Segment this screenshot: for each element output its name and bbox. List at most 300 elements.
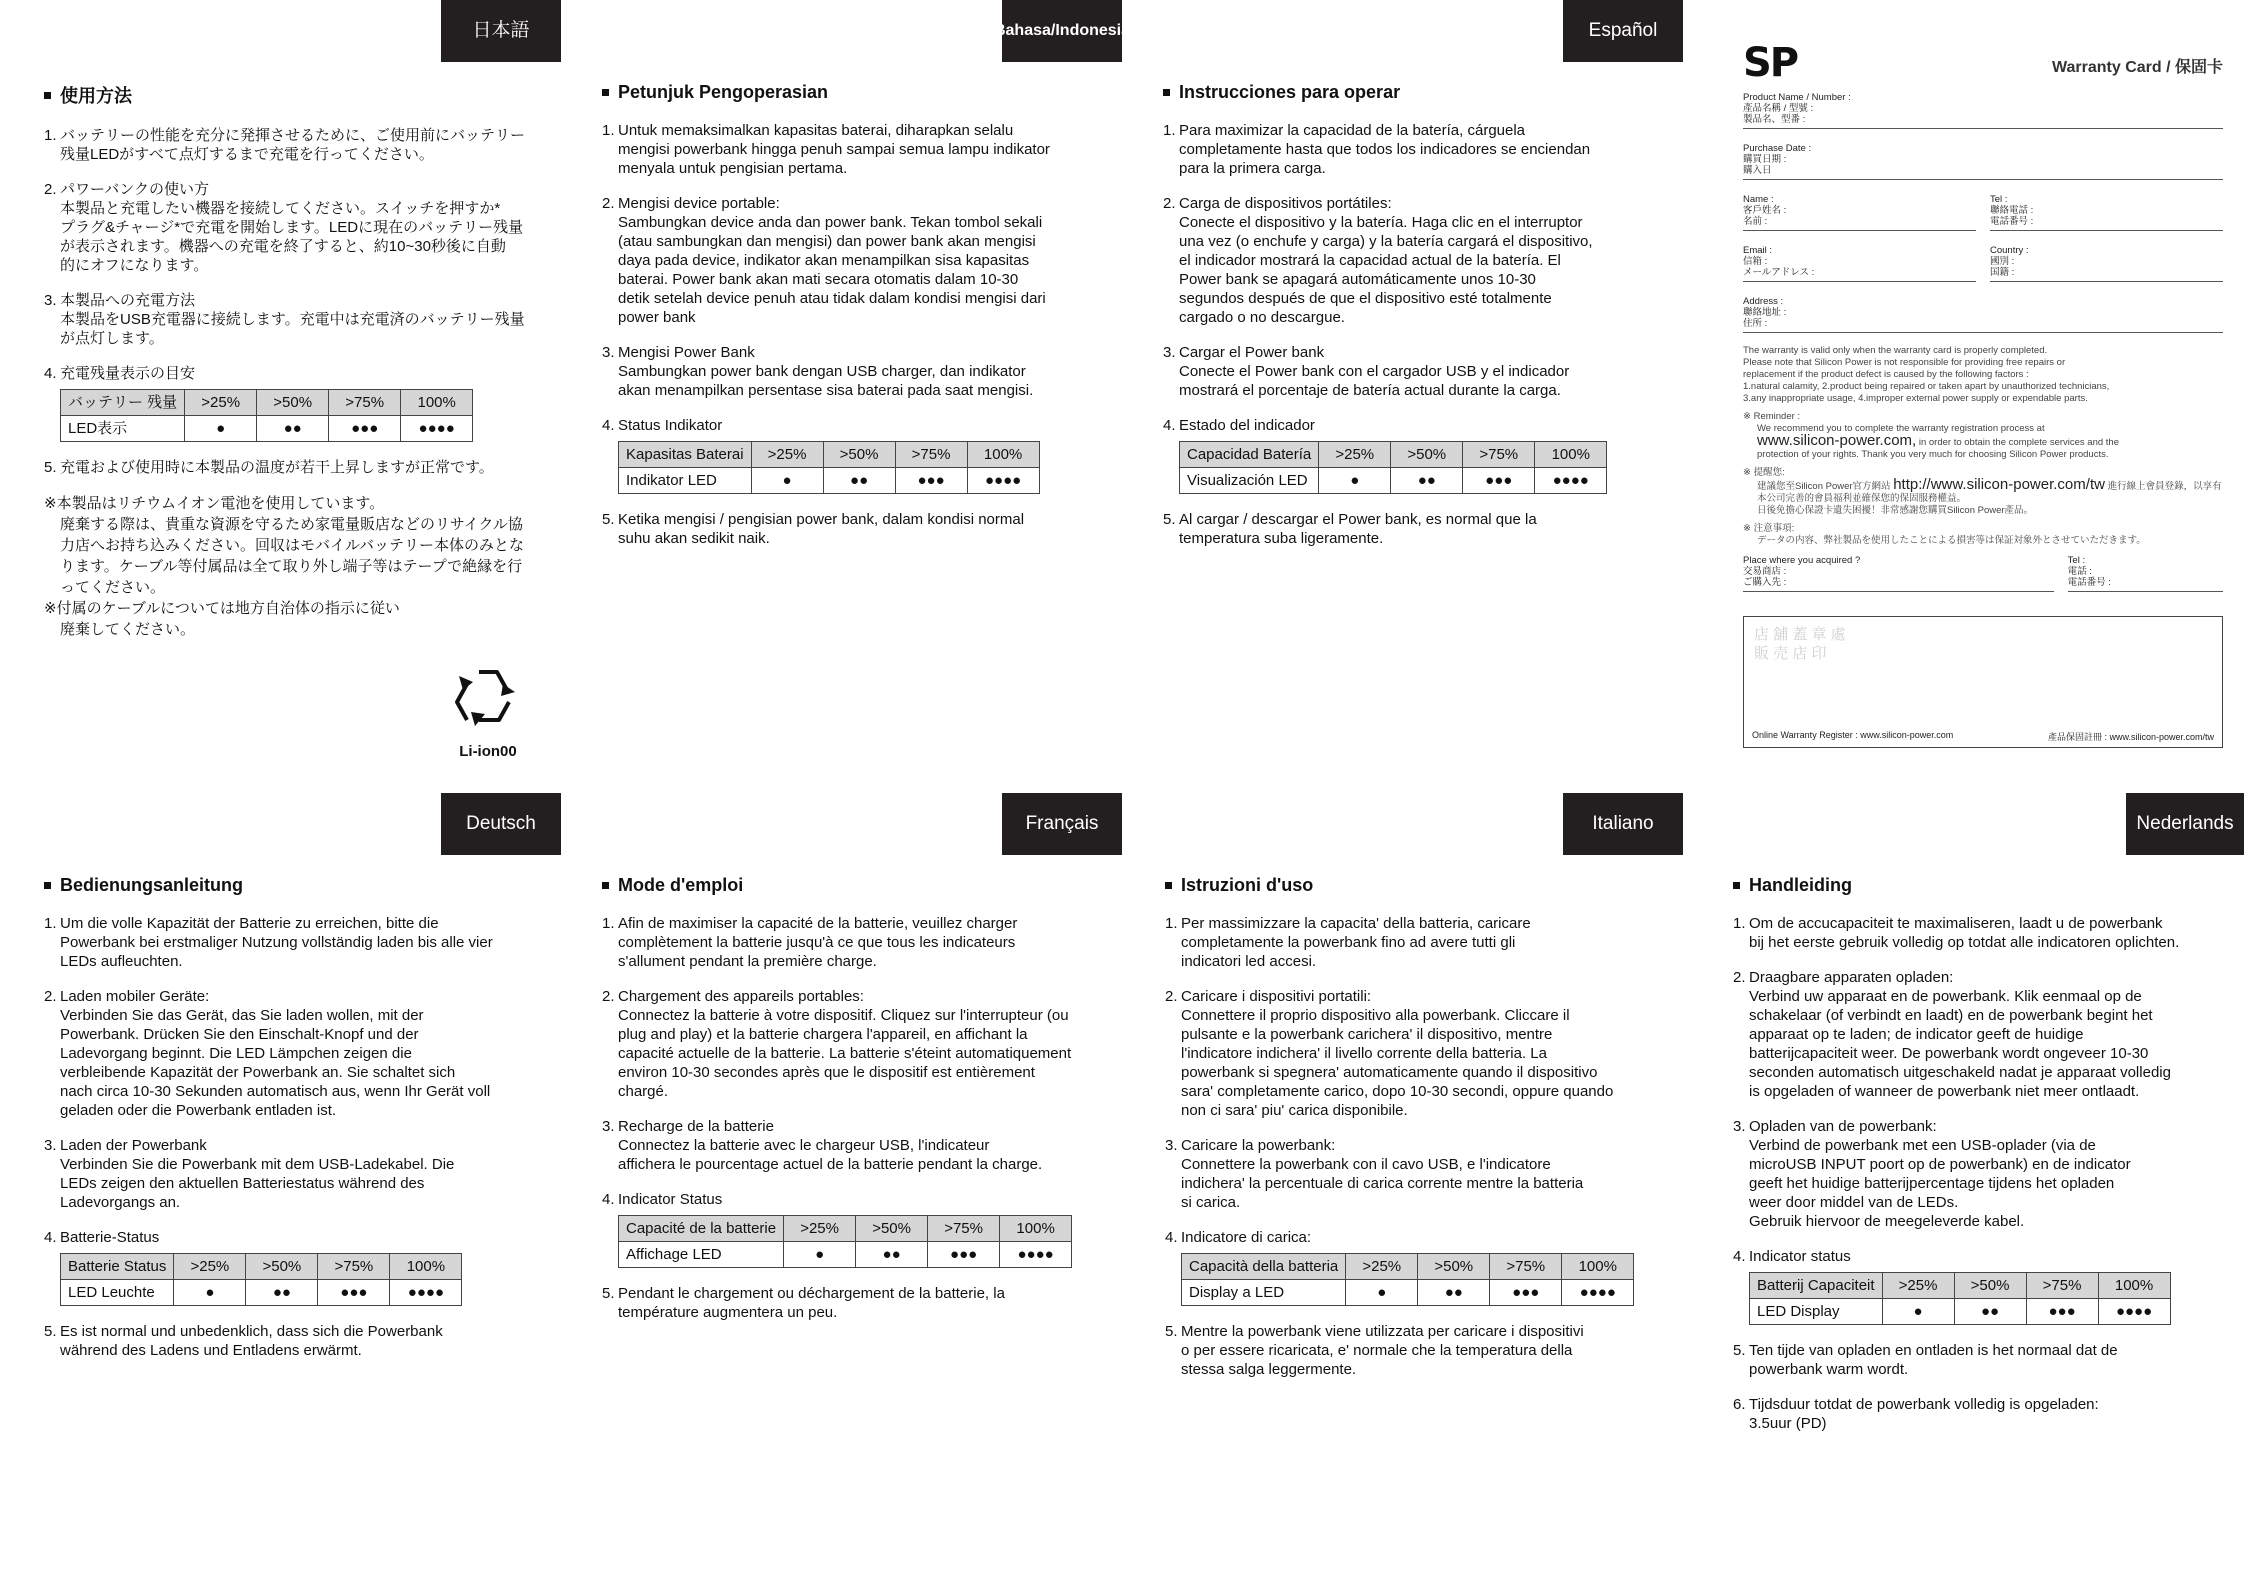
field-line: Tel : bbox=[1990, 194, 2008, 205]
item-line: environ 10-30 secondes après que le dispositif est entièrement bbox=[618, 1064, 1035, 1081]
table-header-row bbox=[619, 442, 1040, 468]
item-number: 3. bbox=[602, 1118, 615, 1135]
item-line: bij het eerste gebruik volledig op totdat alle indicatoren oplichten. bbox=[1749, 934, 2180, 951]
item-line: während des Ladens und Entladens erwärmt. bbox=[60, 1342, 362, 1359]
table-header-cell: バッテリー 残量 bbox=[61, 390, 185, 416]
language-tab bbox=[993, 0, 1131, 62]
item-line: batterijcapaciteit weer. De powerbank wordt ongeveer 10-30 bbox=[1749, 1045, 2149, 1062]
language-tab: Français bbox=[1002, 793, 1122, 855]
field-line: 3.any inappropriate usage, 4.improper external power supply or expendable parts. bbox=[1743, 393, 2088, 404]
table-cell: ●● bbox=[246, 1280, 318, 1306]
item-line: affichera le pourcentage actuel de la batterie pendant la charge. bbox=[618, 1156, 1043, 1173]
reminder-line: 建議您至Silicon Power官方網站 bbox=[1757, 481, 1891, 492]
item-line: Conecte el Power bank con el cargador USB y el indicador bbox=[1179, 363, 1570, 380]
field-line: メールアドレス : bbox=[1743, 267, 1815, 278]
item-line: detik setelah device penuh atau tidak dalam kondisi mengisi dari bbox=[618, 290, 1046, 307]
item-number: 5. bbox=[602, 511, 615, 528]
instruction-item bbox=[602, 510, 1102, 548]
table-row bbox=[619, 468, 1040, 494]
field-line: Address : bbox=[1743, 296, 1784, 307]
item-line: Om de accucapaciteit te maximaliseren, laadt u de powerbank bbox=[1749, 915, 2163, 932]
instruction-item bbox=[44, 987, 541, 1120]
item-line: Verbind de powerbank met een USB-oplader (via de bbox=[1749, 1137, 2096, 1154]
language-tab: 日本語 bbox=[441, 0, 561, 62]
field-line: 產品名稱 / 型號 : bbox=[1743, 103, 1814, 114]
item-line: capacité actuelle de la batterie. La batterie s'éteint automatiquement bbox=[618, 1045, 1072, 1062]
item-line: Ladevorgang beginnt. Die LED Lämpchen zeigen die bbox=[60, 1045, 412, 1062]
instructions-content bbox=[602, 82, 1102, 564]
table-header-cell: >50% bbox=[246, 1254, 318, 1280]
instruction-line bbox=[44, 914, 541, 933]
section-title-text: Istruzioni d'uso bbox=[1181, 875, 1314, 895]
item-number: 2. bbox=[602, 988, 615, 1005]
section-title bbox=[602, 875, 1102, 896]
table-cell: ●● bbox=[856, 1242, 928, 1268]
field-line: Place where you acquired ? bbox=[1743, 555, 1861, 566]
field-line: 購入日 bbox=[1743, 165, 1772, 176]
item-line: Ketika mengisi / pengisian power bank, dalam kondisi normal bbox=[618, 511, 1025, 528]
table-header-cell: >75% bbox=[928, 1216, 1000, 1242]
item-number: 2. bbox=[44, 181, 57, 198]
item-number: 4. bbox=[44, 365, 57, 382]
instruction-item bbox=[1733, 1247, 2236, 1325]
instruction-item bbox=[1165, 987, 1663, 1120]
instruction-line bbox=[602, 1284, 1102, 1303]
item-line: 本製品をUSB充電器に接続します。充電中は充電済のバッテリー残量 bbox=[60, 311, 525, 328]
item-line: 本製品と充電したい機器を接続してください。スイッチを押すか* bbox=[60, 200, 501, 217]
table-cell: ●●●● bbox=[967, 468, 1039, 494]
table-header-cell: >75% bbox=[1463, 442, 1535, 468]
panel-indonesian bbox=[561, 0, 1131, 793]
item-number: 5. bbox=[44, 459, 57, 476]
instructions-content bbox=[602, 875, 1102, 1338]
item-line: mostrará el porcentaje de batería actual durante la carga. bbox=[1179, 382, 1561, 399]
item-line: completamente hasta que todos los indicadores se enciendan bbox=[1179, 141, 1591, 158]
warranty-card bbox=[1743, 40, 2223, 748]
online-register-tw[interactable]: 產品保固註冊 : www.silicon-power.com/tw bbox=[2047, 732, 2214, 742]
table-header-cell: >50% bbox=[257, 390, 329, 416]
table-cell: ● bbox=[784, 1242, 856, 1268]
item-heading: Cargar el Power bank bbox=[1179, 344, 1325, 361]
instruction-item bbox=[602, 1117, 1102, 1174]
instruction-item bbox=[1163, 343, 1663, 400]
instruction-line bbox=[1163, 343, 1663, 362]
section-title bbox=[602, 82, 1102, 103]
table-header-cell: >50% bbox=[856, 1216, 928, 1242]
item-number: 5. bbox=[1163, 511, 1176, 528]
table-header-cell: >75% bbox=[2026, 1273, 2098, 1299]
item-line: cargado o no descargue. bbox=[1179, 309, 1345, 326]
item-heading: Mengisi Power Bank bbox=[618, 344, 755, 361]
bullet-square-icon bbox=[602, 89, 609, 96]
item-line: plug and play) et la batterie chargera l'appareil, en affichant la bbox=[618, 1026, 1028, 1043]
table-cell: ● bbox=[1882, 1299, 1954, 1325]
place-acquired-field[interactable] bbox=[1743, 553, 2054, 592]
address-field[interactable] bbox=[1743, 294, 2223, 333]
item-number: 6. bbox=[1733, 1396, 1746, 1413]
table-cell: ●● bbox=[1391, 468, 1463, 494]
table-cell: ●●●● bbox=[1000, 1242, 1072, 1268]
item-line: 充電および使用時に本製品の温度が若干上昇しますが正常です。 bbox=[60, 459, 494, 476]
item-line: complètement la batterie jusqu'à ce que tous les indicateurs bbox=[618, 934, 1016, 951]
item-line: schakelaar (of verbindt en laadt) en de powerbank begint het bbox=[1749, 1007, 2153, 1024]
instruction-item bbox=[1165, 1228, 1663, 1306]
table-header-cell: >50% bbox=[1954, 1273, 2026, 1299]
panel-spanish bbox=[1122, 0, 1683, 793]
item-number: 3. bbox=[602, 344, 615, 361]
language-tab-line: Indonesia bbox=[1055, 21, 1131, 39]
table-header-cell: 100% bbox=[401, 390, 473, 416]
instruction-item bbox=[602, 1284, 1102, 1322]
item-heading: Caricare i dispositivi portatili: bbox=[1181, 988, 1372, 1005]
section-title-text: Mode d'emploi bbox=[618, 875, 744, 895]
item-line: Untuk memaksimalkan kapasitas baterai, diharapkan selalu bbox=[618, 122, 1014, 139]
instruction-item bbox=[1165, 914, 1663, 971]
website-link[interactable]: www.silicon-power.com, bbox=[1757, 432, 1917, 449]
table-header-cell: 100% bbox=[1562, 1254, 1634, 1280]
instruction-line bbox=[1163, 416, 1663, 435]
item-line: segundos después de que el dispositivo esté totalmente bbox=[1179, 290, 1552, 307]
item-heading: Indicator status bbox=[1749, 1248, 1851, 1265]
instruction-item bbox=[602, 343, 1102, 400]
item-line: microUSB INPUT poort op de powerbank) en de indicator bbox=[1749, 1156, 2131, 1173]
table-cell: Indikator LED bbox=[619, 468, 752, 494]
reminder-line: protection of your rights. Thank you very much for choosing Silicon Power products. bbox=[1757, 449, 2109, 460]
note-line: ※本製品はリチウムイオン電池を使用しています。 bbox=[44, 495, 385, 512]
item-line: Conecte el dispositivo y la batería. Haga clic en el interruptor bbox=[1179, 214, 1583, 231]
item-number: 2. bbox=[44, 988, 57, 1005]
instructions-content bbox=[1165, 875, 1663, 1395]
item-line: Per massimizzare la capacita' della batteria, caricare bbox=[1181, 915, 1531, 932]
table-cell: LED Display bbox=[1750, 1299, 1883, 1325]
section-title bbox=[44, 875, 541, 896]
field-line: 製品名、型番 : bbox=[1743, 114, 1806, 125]
instructions-content bbox=[44, 875, 541, 1376]
item-line: Verbinden Sie die Powerbank mit dem USB-Ladekabel. Die bbox=[60, 1156, 455, 1173]
item-line: una vez (o enchufe y carga) y la batería cargará el dispositivo, bbox=[1179, 233, 1593, 250]
table-header-cell: >75% bbox=[318, 1254, 390, 1280]
field-line: replacement if the product defect is caused by the following factors : bbox=[1743, 369, 2029, 380]
battery-status-table bbox=[60, 1253, 462, 1306]
instruction-item bbox=[44, 364, 541, 442]
instruction-line bbox=[602, 914, 1102, 933]
stamp-line: 販 売 店 印 bbox=[1754, 645, 1827, 662]
item-number: 1. bbox=[44, 915, 57, 932]
table-header-cell: Batterie Status bbox=[61, 1254, 174, 1280]
recycle-icon bbox=[449, 662, 527, 736]
item-line: Ladevorgangs an. bbox=[60, 1194, 181, 1211]
instruction-line bbox=[1733, 914, 2236, 933]
name-field[interactable] bbox=[1743, 192, 1976, 231]
reminder-en bbox=[1743, 411, 2223, 461]
instruction-item bbox=[1165, 1322, 1663, 1379]
table-header-cell: >75% bbox=[329, 390, 401, 416]
item-heading: Indicator Status bbox=[618, 1191, 723, 1208]
instructions-content bbox=[1163, 82, 1663, 564]
table-row bbox=[619, 1242, 1072, 1268]
item-line: 3.5uur (PD) bbox=[1749, 1415, 1827, 1432]
panel-dutch bbox=[1683, 793, 2244, 1586]
field-line: 客戶姓名 : bbox=[1743, 205, 1787, 216]
item-line: が点灯します。 bbox=[60, 330, 164, 347]
purchase-date-field[interactable] bbox=[1743, 141, 2223, 180]
item-line: LEDs zeigen den aktuellen Batteriestatus während des bbox=[60, 1175, 425, 1192]
instruction-line bbox=[602, 1117, 1102, 1136]
item-number: 4. bbox=[602, 1191, 615, 1208]
note-line: ※付属のケーブルについては地方自治体の指示に従い bbox=[44, 600, 400, 617]
instruction-line bbox=[44, 458, 541, 477]
item-line: o per essere ricaricata, e' normale che la temperatura della bbox=[1181, 1342, 1573, 1359]
website-link-tw[interactable]: http://www.silicon-power.com/tw bbox=[1893, 476, 2105, 493]
table-cell: ●●● bbox=[895, 468, 967, 494]
item-line: Ten tijde van opladen en ontladen is het normaal dat de bbox=[1749, 1342, 2118, 1359]
field-line: 聯絡地址 : bbox=[1743, 307, 1787, 318]
field-line: Tel : bbox=[2067, 555, 2086, 566]
warranty-title: Warranty Card / 保固卡 bbox=[2052, 59, 2223, 76]
field-line: 國別 : bbox=[1990, 256, 2015, 267]
table-header-row bbox=[619, 1216, 1072, 1242]
table-header-cell: 100% bbox=[967, 442, 1039, 468]
table-cell: ●●● bbox=[928, 1242, 1000, 1268]
instruction-line bbox=[1733, 1247, 2236, 1266]
item-line: Connectez la batterie avec le chargeur USB, l'indicateur bbox=[618, 1137, 990, 1154]
instruction-line bbox=[1163, 194, 1663, 213]
instructions-content bbox=[1733, 875, 2236, 1449]
item-line: stessa salga leggermente. bbox=[1181, 1361, 1357, 1378]
battery-status-table bbox=[1181, 1253, 1634, 1306]
instruction-line bbox=[602, 510, 1102, 529]
instruction-line bbox=[1733, 1117, 2236, 1136]
field-line: Email : bbox=[1743, 245, 1773, 256]
table-header-row bbox=[1750, 1273, 2171, 1299]
section-title-text: Instrucciones para operar bbox=[1179, 82, 1401, 102]
item-line: Afin de maximiser la capacité de la batterie, veuillez charger bbox=[618, 915, 1018, 932]
online-register-en[interactable]: Online Warranty Register : www.silicon-power.com bbox=[1752, 730, 1954, 740]
instruction-line bbox=[44, 1322, 541, 1341]
item-number: 3. bbox=[44, 1137, 57, 1154]
item-number: 1. bbox=[44, 127, 57, 144]
table-header-cell: 100% bbox=[390, 1254, 462, 1280]
table-header-cell: >25% bbox=[1346, 1254, 1418, 1280]
item-line: geeft het huidige batterijpercentage tijdens het opladen bbox=[1749, 1175, 2115, 1192]
table-cell: ● bbox=[174, 1280, 246, 1306]
recycling-notes bbox=[44, 493, 541, 640]
item-number: 3. bbox=[1733, 1118, 1746, 1135]
field-line: 購買日期 : bbox=[1743, 154, 1787, 165]
field-line: Purchase Date : bbox=[1743, 143, 1812, 154]
instruction-line bbox=[1163, 510, 1663, 529]
item-line: indicatori led accesi. bbox=[1181, 953, 1317, 970]
instruction-item bbox=[602, 987, 1102, 1101]
table-header-cell: >50% bbox=[1418, 1254, 1490, 1280]
item-line: Para maximizar la capacidad de la batería, cárguela bbox=[1179, 122, 1526, 139]
bullet-square-icon bbox=[1163, 89, 1170, 96]
table-row bbox=[61, 416, 473, 442]
table-header-cell: Kapasitas Baterai bbox=[619, 442, 752, 468]
item-line: LEDs aufleuchten. bbox=[60, 953, 183, 970]
field-line: 住所 : bbox=[1743, 318, 1768, 329]
instruction-item bbox=[44, 291, 541, 348]
table-cell: ●●● bbox=[1463, 468, 1535, 494]
instruction-line bbox=[1165, 987, 1663, 1006]
reminder-tw bbox=[1743, 467, 2223, 517]
table-header-cell: >25% bbox=[1882, 1273, 1954, 1299]
item-heading: Laden der Powerbank bbox=[60, 1137, 207, 1154]
item-heading: Laden mobiler Geräte: bbox=[60, 988, 210, 1005]
instruction-line bbox=[1165, 914, 1663, 933]
recycle-label: Li-ion00 bbox=[459, 743, 517, 760]
item-line: completamente la powerbank fino ad avere tutti gli bbox=[1181, 934, 1516, 951]
table-header-cell: >25% bbox=[784, 1216, 856, 1242]
table-cell: ● bbox=[185, 416, 257, 442]
item-number: 3. bbox=[1165, 1137, 1178, 1154]
reminder-heading: ※ 提醒您: bbox=[1743, 467, 1785, 478]
sp-logo: SP bbox=[1743, 40, 1798, 86]
item-number: 5. bbox=[602, 1285, 615, 1302]
item-line: para la primera carga. bbox=[1179, 160, 1326, 177]
table-cell: ●●●● bbox=[1562, 1280, 1634, 1306]
instruction-line bbox=[44, 364, 541, 383]
item-line: Power bank se apagará automáticamente unos 10-30 bbox=[1179, 271, 1536, 288]
instruction-item bbox=[44, 1322, 541, 1360]
instruction-item bbox=[602, 194, 1102, 327]
product-name-field[interactable] bbox=[1743, 90, 2223, 129]
country-field[interactable] bbox=[1990, 243, 2223, 282]
field-line: ご購入先 : bbox=[1743, 577, 1787, 588]
note-line: 廃棄する際は、貴重な資源を守るため家電量販店などのリサイクル協 bbox=[60, 516, 523, 533]
section-title-text: Petunjuk Pengoperasian bbox=[618, 82, 829, 102]
instruction-line bbox=[602, 987, 1102, 1006]
instruction-item bbox=[1733, 1117, 2236, 1231]
store-stamp-box bbox=[1743, 616, 2223, 748]
recycle-symbol bbox=[448, 662, 528, 760]
instruction-line bbox=[1165, 1322, 1663, 1341]
field-line: Product Name / Number : bbox=[1743, 92, 1851, 103]
item-line: el indicador mostrará la capacidad actual de la batería. El bbox=[1179, 252, 1561, 269]
item-line: sara' completamente carico, dopo 10-30 secondi, oppure quando bbox=[1181, 1083, 1614, 1100]
item-number: 1. bbox=[1733, 915, 1746, 932]
item-line: pulsante e la powerbank carichera' il dispositivo, mentre bbox=[1181, 1026, 1553, 1043]
instruction-item bbox=[44, 458, 541, 477]
table-header-cell: >75% bbox=[1490, 1254, 1562, 1280]
section-title bbox=[44, 82, 541, 108]
instruction-line bbox=[602, 121, 1102, 140]
item-line: suhu akan sedikit naik. bbox=[618, 530, 770, 547]
item-line: menyala untuk pengisian pertama. bbox=[618, 160, 848, 177]
item-line: s'allument pendant la première charge. bbox=[618, 953, 877, 970]
reminder-line: in order to obtain the complete services and the bbox=[1918, 437, 2120, 448]
table-header-cell: >25% bbox=[185, 390, 257, 416]
field-line: The warranty is valid only when the warranty card is properly completed. bbox=[1743, 345, 2048, 356]
item-number: 4. bbox=[1733, 1248, 1746, 1265]
instruction-line bbox=[44, 180, 541, 199]
item-heading: Caricare la powerbank: bbox=[1181, 1137, 1336, 1154]
item-number: 4. bbox=[602, 417, 615, 434]
table-cell: ●●●● bbox=[2098, 1299, 2170, 1325]
item-line: daya pada device, indikator akan menampilkan sisa kapasitas bbox=[618, 252, 1030, 269]
item-line: Powerbank. Drücken Sie den Einschalt-Knopf und der bbox=[60, 1026, 419, 1043]
reminder-heading: ※ Reminder : bbox=[1743, 411, 1801, 422]
tel-field[interactable] bbox=[1990, 192, 2223, 231]
item-heading: Chargement des appareils portables: bbox=[618, 988, 864, 1005]
item-number: 2. bbox=[1165, 988, 1178, 1005]
table-header-row bbox=[1182, 1254, 1634, 1280]
item-number: 2. bbox=[602, 195, 615, 212]
note-line: 廃棄してください。 bbox=[60, 621, 196, 638]
item-line: apparaat op te laden; de indicator geeft de huidige bbox=[1749, 1026, 2084, 1043]
item-line: geladen oder die Powerbank entladen ist. bbox=[60, 1102, 337, 1119]
table-header-cell: >75% bbox=[895, 442, 967, 468]
item-line: l'indicatore indichera' il livello corrente della batteria. La bbox=[1181, 1045, 1547, 1062]
item-line: Gebruik hiervoor de meegeleverde kabel. bbox=[1749, 1213, 2025, 1230]
table-cell: ●●● bbox=[1490, 1280, 1562, 1306]
instruction-line bbox=[1165, 1136, 1663, 1155]
section-title-text: 使用方法 bbox=[60, 86, 132, 106]
field-line: 名前 : bbox=[1743, 216, 1768, 227]
instruction-item bbox=[44, 914, 541, 971]
instruction-item bbox=[1733, 914, 2236, 952]
item-number: 2. bbox=[1733, 969, 1746, 986]
item-heading: Mengisi device portable: bbox=[618, 195, 780, 212]
reminder-line: 進行線上會員登錄，以享有本公司完善的會員福利並確保您的保固服務權益。 bbox=[1757, 481, 2222, 504]
language-tab: Nederlands bbox=[2126, 793, 2244, 855]
instruction-item bbox=[1733, 1395, 2236, 1433]
item-line: power bank bbox=[618, 309, 696, 326]
instruction-item bbox=[1163, 194, 1663, 327]
item-number: 5. bbox=[1733, 1342, 1746, 1359]
bullet-square-icon bbox=[1165, 882, 1172, 889]
item-number: 4. bbox=[44, 1229, 57, 1246]
item-line: Mentre la powerbank viene utilizzata per caricare i dispositivi bbox=[1181, 1323, 1584, 1340]
place-tel-field[interactable] bbox=[2068, 553, 2223, 592]
instruction-item bbox=[1733, 1341, 2236, 1379]
stamp-placeholder bbox=[1754, 625, 1846, 663]
instruction-line bbox=[44, 1136, 541, 1155]
instruction-line bbox=[44, 987, 541, 1006]
item-number: 1. bbox=[602, 122, 615, 139]
battery-status-table bbox=[1179, 441, 1607, 494]
reminder-line: We recommend you to complete the warranty registration process at bbox=[1757, 423, 2045, 434]
item-line: プラグ&チャージ*で充電を開始します。LEDに現在のバッテリー残量 bbox=[60, 219, 524, 236]
item-number: 5. bbox=[1165, 1323, 1178, 1340]
table-header-cell: >25% bbox=[174, 1254, 246, 1280]
table-header-cell: 100% bbox=[2098, 1273, 2170, 1299]
item-line: Al cargar / descargar el Power bank, es normal que la bbox=[1179, 511, 1537, 528]
email-field[interactable] bbox=[1743, 243, 1976, 282]
warranty-disclaimer bbox=[1743, 345, 2223, 405]
note-line: ってください。 bbox=[60, 579, 166, 596]
item-line: non ci sara' piu' carica disponibile. bbox=[1181, 1102, 1408, 1119]
instruction-line bbox=[44, 126, 541, 145]
language-tab: Italiano bbox=[1563, 793, 1683, 855]
table-header-row bbox=[1180, 442, 1607, 468]
instruction-item bbox=[44, 1228, 541, 1306]
item-number: 5. bbox=[44, 1323, 57, 1340]
item-line: akan menampilkan persentase sisa baterai pada saat mengisi. bbox=[618, 382, 1034, 399]
language-tab: Deutsch bbox=[441, 793, 561, 855]
item-number: 2. bbox=[1163, 195, 1176, 212]
item-line: température augmentera un peu. bbox=[618, 1304, 838, 1321]
field-line: 電話 : bbox=[2067, 566, 2092, 577]
instruction-item bbox=[1163, 416, 1663, 494]
battery-status-table bbox=[618, 441, 1040, 494]
item-number: 3. bbox=[44, 292, 57, 309]
instruction-line bbox=[44, 1228, 541, 1247]
table-cell: ●●●● bbox=[390, 1280, 462, 1306]
table-cell: ●●● bbox=[2026, 1299, 2098, 1325]
item-heading: 充電残量表示の目安 bbox=[60, 365, 196, 382]
bullet-square-icon bbox=[1733, 882, 1740, 889]
